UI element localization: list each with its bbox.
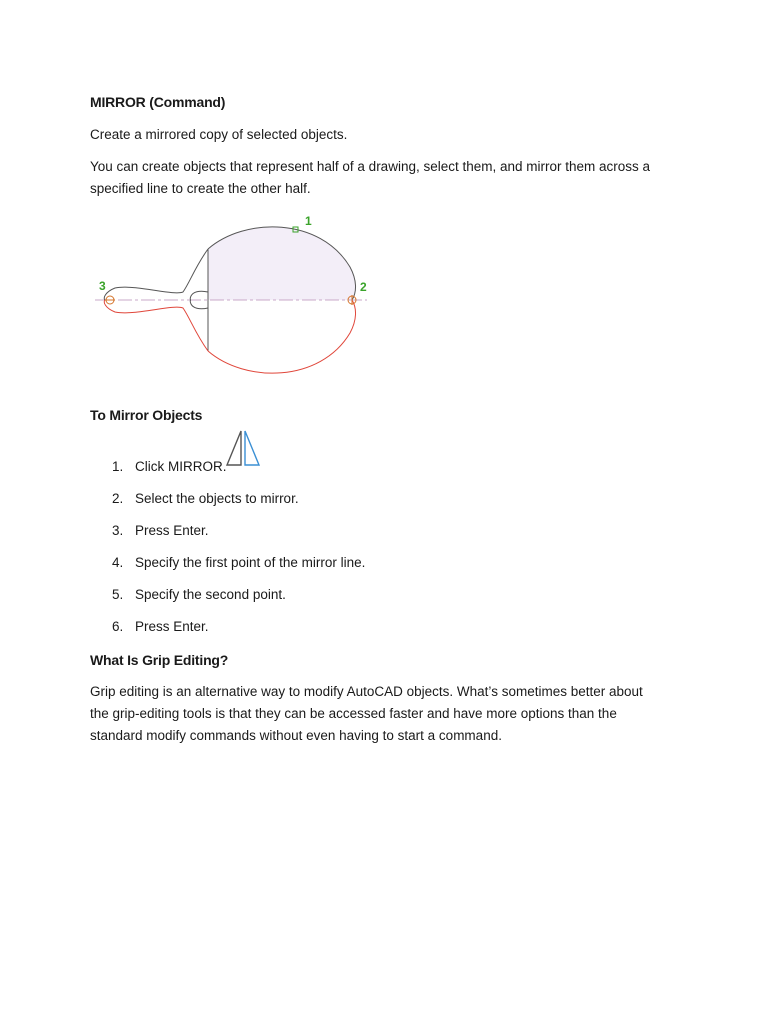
point-label-3: 3 — [99, 279, 106, 293]
step-text: Specify the first point of the mirror line. — [135, 555, 366, 570]
step-number: 6. — [112, 619, 124, 634]
mirrored-handle — [104, 300, 208, 351]
original-handle-inner — [190, 291, 208, 300]
step-text: Click MIRROR. — [135, 459, 227, 474]
step-number: 2. — [112, 491, 124, 506]
description-line-2: specified line to create the other half. — [90, 181, 311, 196]
grip-line-2: the grip-editing tools is that they can be accessed faster and have more options than the — [90, 706, 617, 721]
step-number: 3. — [112, 523, 124, 538]
mirror-diagram-svg — [95, 212, 385, 382]
heading-grip-editing: What Is Grip Editing? — [90, 652, 229, 668]
heading-to-mirror-objects: To Mirror Objects — [90, 407, 203, 423]
heading-mirror-command: MIRROR (Command) — [90, 94, 226, 110]
grip-paragraph — [90, 681, 675, 747]
step-number: 5. — [112, 587, 124, 602]
grip-line-3: standard modify commands without even having to start a command. — [90, 728, 502, 743]
step-text: Specify the second point. — [135, 587, 286, 602]
point-label-1: 1 — [305, 214, 312, 228]
step-text: Select the objects to mirror. — [135, 491, 299, 506]
mirrored-outline — [208, 300, 356, 373]
original-half-fill — [208, 227, 356, 300]
grip-line-1: Grip editing is an alternative way to modify AutoCAD objects. What’s sometimes better about — [90, 684, 643, 699]
intro-paragraph — [90, 124, 675, 146]
step-text: Press Enter. — [135, 619, 209, 634]
mirror-icon — [225, 429, 261, 470]
point-label-2: 2 — [360, 280, 367, 294]
step-number: 4. — [112, 555, 124, 570]
description-paragraph — [90, 156, 675, 200]
step-number: 1. — [112, 459, 124, 474]
mirrored-handle-inner — [190, 300, 208, 309]
original-handle — [104, 249, 208, 300]
mirror-diagram — [95, 212, 385, 387]
description-line-1: You can create objects that represent half of a drawing, select them, and mirror them across a — [90, 159, 651, 174]
intro-text: Create a mirrored copy of selected objects. — [90, 127, 348, 142]
step-text: Press Enter. — [135, 523, 209, 538]
